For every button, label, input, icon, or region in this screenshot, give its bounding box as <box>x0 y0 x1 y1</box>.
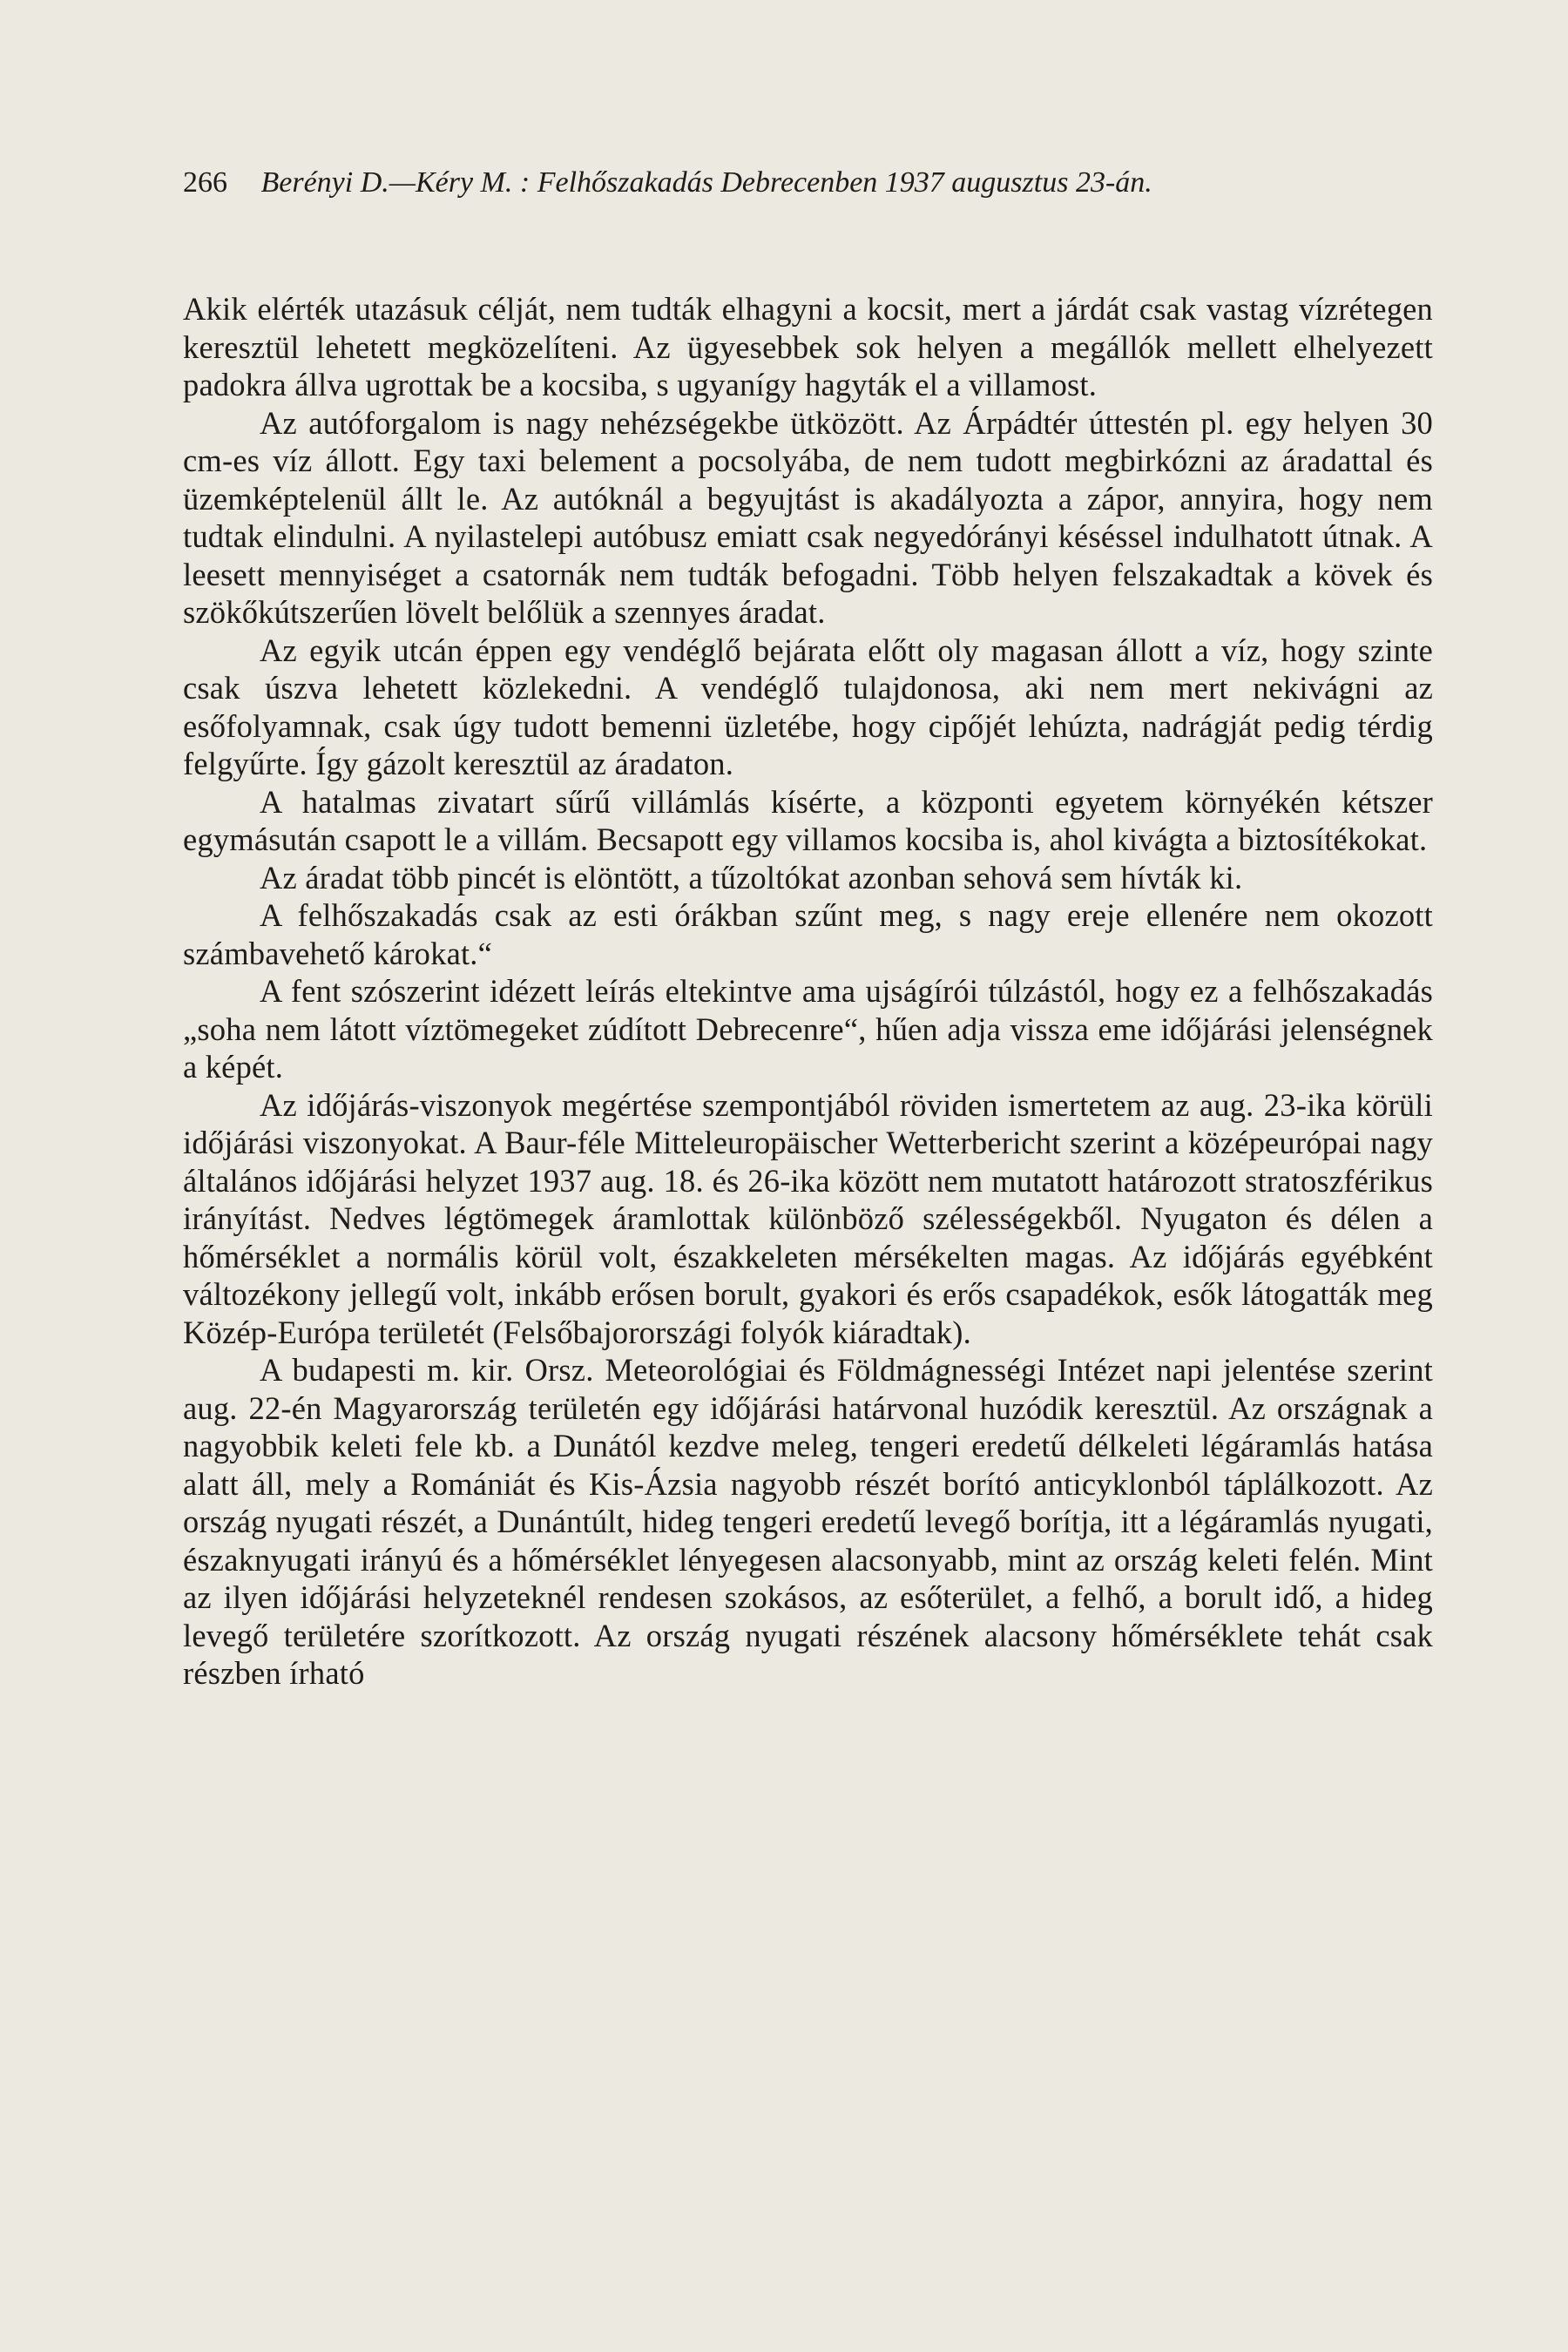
paragraph: Az autóforgalom is nagy nehézségekbe ütközött. Az Árpádtér úttestén pl. egy helyen 30 cm-es víz állott. Egy taxi belement a pocsolyába, de nem tudott megbirkózni az áradattal és üzemképtelenül állt le. Az autóknál a begyujtást is akadályozta a zápor, annyira, hogy nem tudtak elindulni. A nyilastelepi autóbusz emiatt csak negyedórányi késéssel indulhatott útnak. A leesett mennyiséget a csatornák nem tudták befogadni. Több helyen felszakadtak a kövek és szökőkútszerűen lövelt belőlük a szennyes áradat. <box>183 404 1433 630</box>
paragraph: Akik elérték utazásuk célját, nem tudták elhagyni a kocsit, mert a járdát csak vastag vízrétegen keresztül lehetett megközelíteni. Az ügyesebbek sok helyen a megállók mellett elhelyezett padokra állva ugrottak be a kocsiba, s ugyanígy hagyták el a villamost. <box>183 291 1433 402</box>
body-text <box>183 290 1433 1693</box>
page-number: 266 <box>183 166 227 199</box>
paragraph: Az egyik utcán éppen egy vendéglő bejárata előtt oly magasan állott a víz, hogy szinte csak úszva lehetett közlekedni. A vendéglő tulajdonosa, aki nem mert nekivágni az esőfolyamnak, csak úgy tudott bemenni üzletébe, hogy cipőjét lehúzta, nadrágját pedig térdig felgyűrte. Így gázolt keresztül az áradaton. <box>183 632 1433 781</box>
paragraph: A hatalmas zivatart sűrű villámlás kísérte, a központi egyetem környékén kétszer egymásután csapott le a villám. Becsapott egy villamos kocsiba is, ahol kivágta a biztosítékokat. <box>183 783 1433 857</box>
paragraph: Az áradat több pincét is elöntött, a tűzoltókat azonban sehová sem hívták ki. <box>260 859 1243 896</box>
paragraph: A felhőszakadás csak az esti órákban szűnt meg, s nagy ereje ellenére nem okozott számbavehető károkat.“ <box>183 897 1433 971</box>
running-header <box>183 166 1437 200</box>
paragraph: A budapesti m. kir. Orsz. Meteorológiai és Földmágnességi Intézet napi jelentése szerint aug. 22-én Magyarország területén egy időjárási határvonal huzódik keresztül. Az országnak a nagyobbik keleti fele kb. a Dunától kezdve meleg, tengeri eredetű délkeleti légáramlás hatása alatt áll, mely a Romániát és Kis-Ázsia nagyobb részét borító anticyklonból táplálkozott. Az ország nyugati részét, a Dunántúlt, hideg tengeri eredetű levegő borítja, itt a légáramlás nyugati, északnyugati irányú és a hőmérséklet lényegesen alacsonyabb, mint az ország keleti felén. Mint az ilyen időjárási helyzeteknél rendesen szokásos, az esőterület, a felhő, a borult idő, a hideg levegő területére szorítkozott. Az ország nyugati részének alacsony hőmérséklete tehát csak részben írható <box>183 1352 1433 1691</box>
paragraph: A fent szószerint idézett leírás eltekintve ama ujságírói túlzástól, hogy ez a felhőszakadás „soha nem látott víztömegeket zúdított Debrecenre“, hűen adja vissza eme időjárási jelenségnek a képét. <box>183 973 1433 1085</box>
paragraph: Az időjárás-viszonyok megértése szempontjából röviden ismertetem az aug. 23-ika körüli időjárási viszonyokat. A Baur-féle Mitteleuropäischer Wetterbericht szerint a középeurópai nagy általános időjárási helyzet 1937 aug. 18. és 26-ika között nem mutatott határozott stratoszférikus irányítást. Nedves légtömegek áramlottak különböző szélességekből. Nyugaton és délen a hőmérséklet a normális körül volt, északkeleten mérsékelten magas. Az időjárás egyébként változékony jellegű volt, inkább erősen borult, gyakori és erős csapadékok, esők látogatták meg Közép-Európa területét (Felsőbajorországi folyók kiáradtak). <box>183 1086 1433 1350</box>
running-title: Berényi D.—Kéry M. : Felhőszakadás Debrecenben 1937 augusztus 23-án. <box>260 166 1152 199</box>
